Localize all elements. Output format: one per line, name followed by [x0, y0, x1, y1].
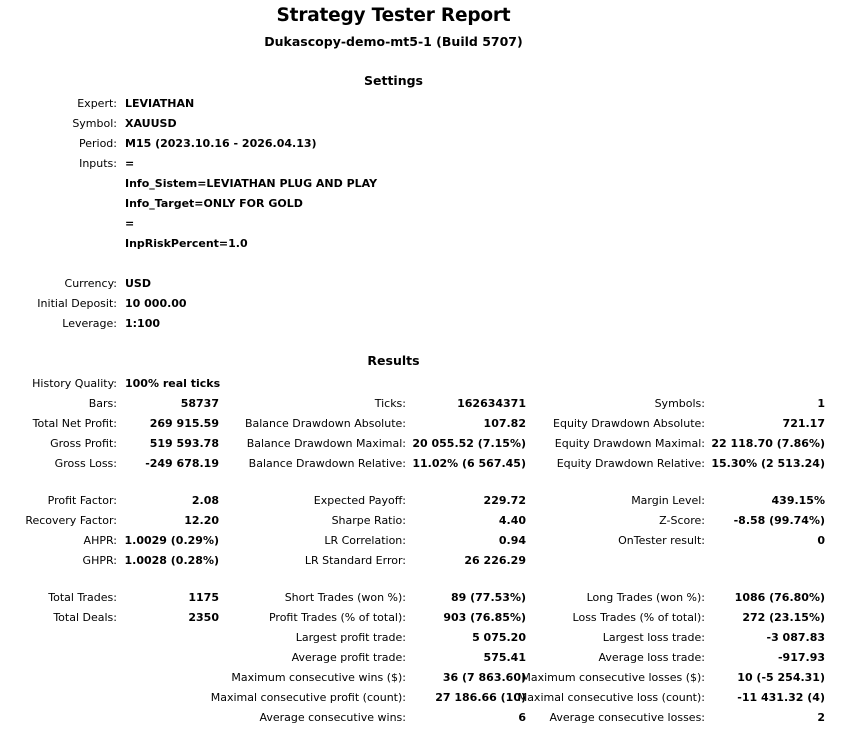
short-trades-label: Short Trades (won %): — [284, 591, 406, 604]
z-score-value: -8.58 (99.74%) — [733, 514, 825, 527]
balance-dd-maximal-label: Balance Drawdown Maximal: — [246, 437, 406, 450]
ghpr-label: GHPR: — [82, 554, 117, 567]
gross-loss-value: -249 678.19 — [145, 457, 219, 470]
average-consecutive-losses-label: Average consecutive losses: — [549, 711, 705, 724]
bars-label: Bars: — [88, 397, 117, 410]
maximal-consecutive-profit-label: Maximal consecutive profit (count): — [210, 691, 406, 704]
profit-trades-label: Profit Trades (% of total): — [268, 611, 406, 624]
results-row — [0, 393, 857, 413]
profit-trades-value: 903 (76.85%) — [443, 611, 526, 624]
margin-level-label: Margin Level: — [631, 494, 705, 507]
average-profit-label: Average profit trade: — [291, 651, 406, 664]
max-consecutive-losses-label: Maximum consecutive losses ($): — [521, 671, 705, 684]
input-item: InpRiskPercent=1.0 — [125, 237, 248, 250]
net-profit-label: Total Net Profit: — [32, 417, 117, 430]
recovery-factor-value: 12.20 — [184, 514, 219, 527]
average-consecutive-wins-value: 6 — [518, 711, 526, 724]
settings-input-row — [0, 233, 857, 253]
max-consecutive-wins-label: Maximum consecutive wins ($): — [231, 671, 406, 684]
lr-correlation-label: LR Correlation: — [324, 534, 406, 547]
input-item: Info_Target=ONLY FOR GOLD — [125, 197, 303, 210]
z-score-label: Z-Score: — [659, 514, 705, 527]
results-row — [0, 490, 857, 510]
maximal-consecutive-loss-value: -11 431.32 (4) — [737, 691, 825, 704]
currency-value: USD — [125, 277, 151, 290]
expected-payoff-label: Expected Payoff: — [313, 494, 406, 507]
results-row — [0, 607, 857, 627]
report-title: Strategy Tester Report — [276, 5, 511, 26]
profit-factor-label: Profit Factor: — [47, 494, 117, 507]
results-row — [0, 373, 857, 393]
profit-factor-value: 2.08 — [191, 494, 219, 507]
results-row — [0, 453, 857, 473]
symbol-label: Symbol: — [72, 117, 117, 130]
average-consecutive-losses-value: 2 — [817, 711, 825, 724]
equity-dd-maximal-label: Equity Drawdown Maximal: — [554, 437, 705, 450]
expert-label: Expert: — [77, 97, 117, 110]
ahpr-value: 1.0029 (0.29%) — [124, 534, 219, 547]
long-trades-label: Long Trades (won %): — [586, 591, 705, 604]
largest-loss-label: Largest loss trade: — [602, 631, 705, 644]
bars-value: 58737 — [180, 397, 219, 410]
history-quality-value: 100% real ticks — [125, 377, 221, 390]
leverage-value: 1:100 — [125, 317, 161, 330]
input-item: = — [125, 157, 135, 170]
net-profit-value: 269 915.59 — [149, 417, 219, 430]
maximal-consecutive-loss-label: Maximal consecutive loss (count): — [517, 691, 705, 704]
average-profit-value: 575.41 — [483, 651, 526, 664]
average-loss-label: Average loss trade: — [598, 651, 705, 664]
average-consecutive-wins-label: Average consecutive wins: — [259, 711, 406, 724]
balance-dd-absolute-value: 107.82 — [483, 417, 526, 430]
largest-loss-value: -3 087.83 — [766, 631, 825, 644]
largest-profit-label: Largest profit trade: — [295, 631, 406, 644]
max-consecutive-losses-value: 10 (-5 254.31) — [737, 671, 825, 684]
sharpe-ratio-label: Sharpe Ratio: — [331, 514, 406, 527]
equity-dd-relative-label: Equity Drawdown Relative: — [556, 457, 705, 470]
results-row — [0, 433, 857, 453]
input-item: Info_Sistem=LEVIATHAN PLUG AND PLAY — [125, 177, 378, 190]
settings-currency-row — [0, 273, 857, 293]
ahpr-label: AHPR: — [83, 534, 117, 547]
report-subtitle: Dukascopy-demo-mt5-1 (Build 5707) — [264, 34, 523, 49]
max-consecutive-wins-value: 36 (7 863.60) — [442, 671, 526, 684]
results-row — [0, 687, 857, 707]
settings-deposit-row — [0, 293, 857, 313]
inputs-label: Inputs: — [79, 157, 117, 170]
settings-expert-row — [0, 93, 857, 113]
ontester-result-label: OnTester result: — [618, 534, 705, 547]
input-item: = — [125, 217, 135, 230]
expert-value: LEVIATHAN — [125, 97, 195, 110]
long-trades-value: 1086 (76.80%) — [734, 591, 825, 604]
results-row — [0, 627, 857, 647]
results-row — [0, 707, 857, 727]
ticks-label: Ticks: — [374, 397, 406, 410]
gross-profit-label: Gross Profit: — [50, 437, 117, 450]
total-trades-label: Total Trades: — [48, 591, 117, 604]
results-row — [0, 550, 857, 570]
loss-trades-value: 272 (23.15%) — [742, 611, 825, 624]
lr-standard-error-label: LR Standard Error: — [304, 554, 406, 567]
results-row — [0, 647, 857, 667]
equity-dd-maximal-value: 22 118.70 (7.86%) — [711, 437, 825, 450]
balance-dd-maximal-value: 20 055.52 (7.15%) — [412, 437, 526, 450]
loss-trades-label: Loss Trades (% of total): — [572, 611, 705, 624]
gross-loss-label: Gross Loss: — [54, 457, 117, 470]
ghpr-value: 1.0028 (0.28%) — [124, 554, 219, 567]
balance-dd-relative-label: Balance Drawdown Relative: — [248, 457, 406, 470]
history-quality-label: History Quality: — [32, 377, 117, 390]
symbols-value: 1 — [817, 397, 825, 410]
average-loss-value: -917.93 — [777, 651, 825, 664]
symbol-value: XAUUSD — [125, 117, 177, 130]
margin-level-value: 439.15% — [771, 494, 825, 507]
total-trades-value: 1175 — [188, 591, 219, 604]
settings-inputs-row — [0, 153, 857, 173]
settings-symbol-row — [0, 113, 857, 133]
results-row — [0, 510, 857, 530]
total-deals-value: 2350 — [188, 611, 219, 624]
lr-correlation-value: 0.94 — [498, 534, 526, 547]
settings-input-row — [0, 213, 857, 233]
short-trades-value: 89 (77.53%) — [450, 591, 526, 604]
equity-dd-relative-value: 15.30% (2 513.24) — [711, 457, 825, 470]
ontester-result-value: 0 — [817, 534, 825, 547]
leverage-label: Leverage: — [62, 317, 117, 330]
ticks-value: 162634371 — [457, 397, 526, 410]
balance-dd-relative-value: 11.02% (6 567.45) — [412, 457, 526, 470]
results-row — [0, 530, 857, 550]
settings-input-row — [0, 193, 857, 213]
period-value: M15 (2023.10.16 - 2026.04.13) — [125, 137, 317, 150]
currency-label: Currency: — [64, 277, 117, 290]
deposit-value: 10 000.00 — [125, 297, 187, 310]
expected-payoff-value: 229.72 — [483, 494, 526, 507]
settings-period-row — [0, 133, 857, 153]
symbols-label: Symbols: — [654, 397, 705, 410]
sharpe-ratio-value: 4.40 — [498, 514, 526, 527]
total-deals-label: Total Deals: — [53, 611, 117, 624]
period-label: Period: — [78, 137, 117, 150]
largest-profit-value: 5 075.20 — [472, 631, 526, 644]
settings-input-row — [0, 173, 857, 193]
settings-leverage-row — [0, 313, 857, 333]
equity-dd-absolute-label: Equity Drawdown Absolute: — [553, 417, 705, 430]
recovery-factor-label: Recovery Factor: — [25, 514, 117, 527]
maximal-consecutive-profit-value: 27 186.66 (10) — [435, 691, 526, 704]
results-row — [0, 413, 857, 433]
results-row — [0, 587, 857, 607]
results-row — [0, 667, 857, 687]
balance-dd-absolute-label: Balance Drawdown Absolute: — [244, 417, 406, 430]
equity-dd-absolute-value: 721.17 — [782, 417, 825, 430]
settings-heading: Settings — [363, 73, 423, 88]
results-heading: Results — [367, 353, 420, 368]
deposit-label: Initial Deposit: — [37, 297, 117, 310]
lr-standard-error-value: 26 226.29 — [464, 554, 526, 567]
gross-profit-value: 519 593.78 — [149, 437, 219, 450]
